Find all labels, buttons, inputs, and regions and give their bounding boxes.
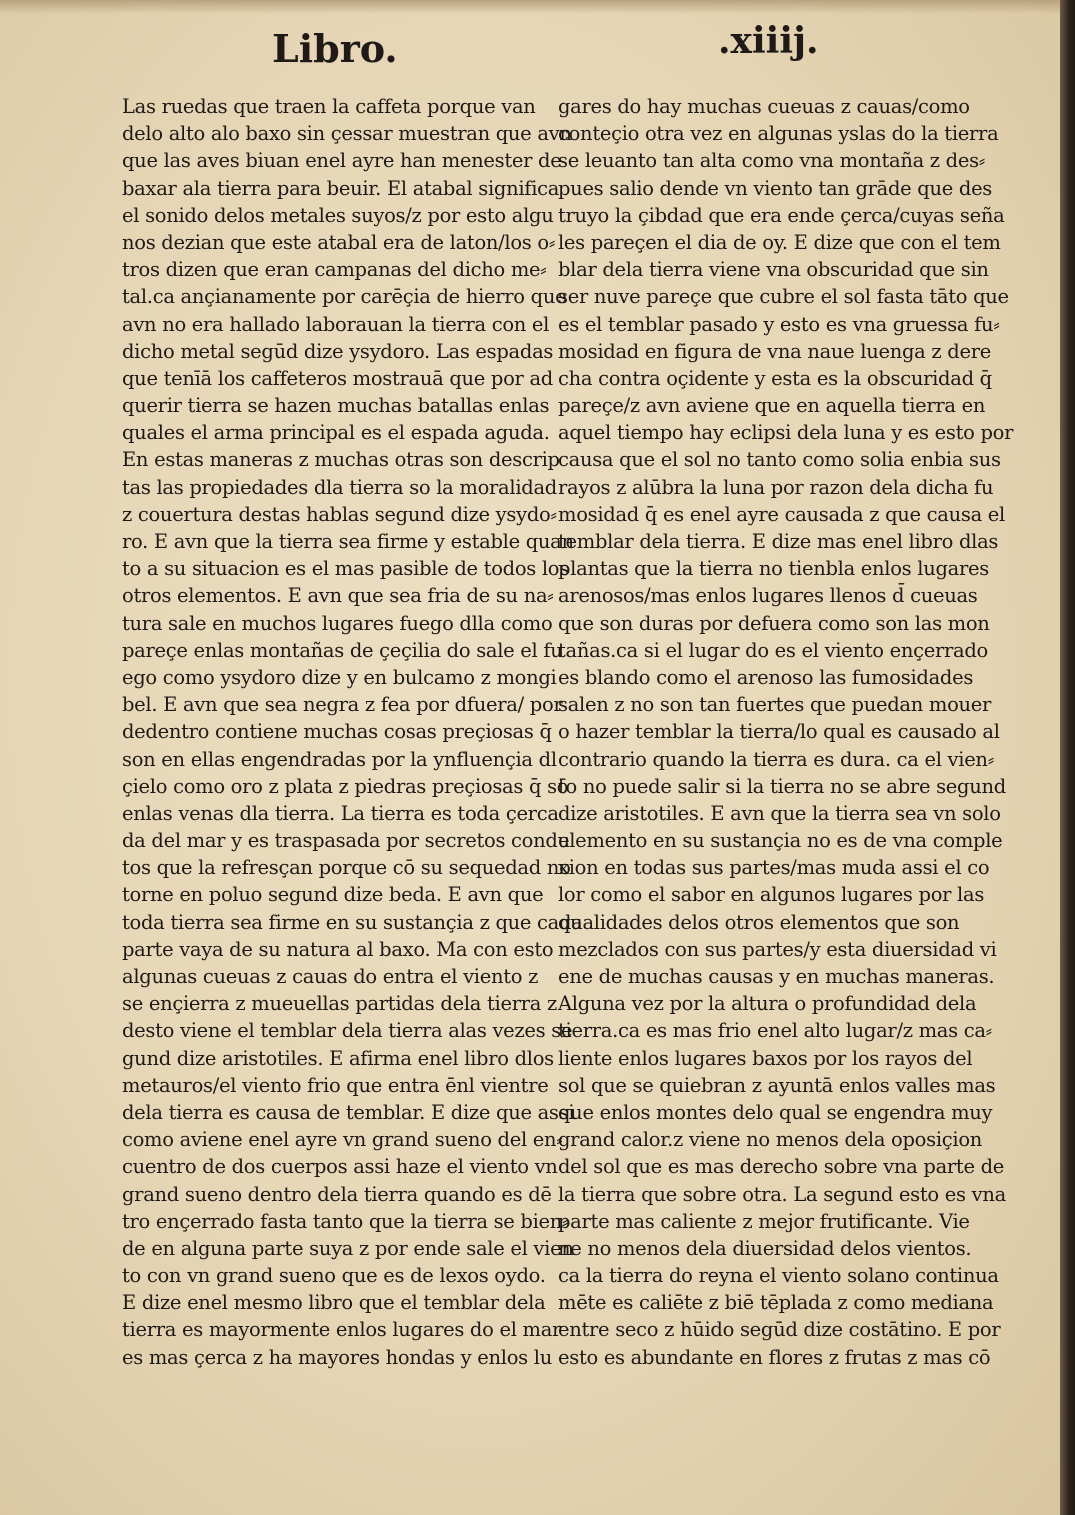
text-line: baxar ala tierra para beuir. El atabal significa bbox=[122, 176, 560, 200]
text-line: mēte es caliēte z biē tēplada z como mediana bbox=[558, 1291, 994, 1315]
text-line: xion en todas sus partes/mas muda assi el co bbox=[558, 856, 990, 880]
text-line: z couertura destas hablas segund dize ysydo⸗ bbox=[122, 502, 557, 526]
text-line: torne en poluo segund dize beda. E avn que bbox=[122, 883, 544, 907]
text-column-left bbox=[122, 93, 583, 1371]
text-line: rayos z alūbra la luna por razon dela dicha fu bbox=[558, 475, 994, 499]
text-line: to con vn grand sueno que es de lexos oydo. bbox=[122, 1264, 546, 1288]
text-line: tañas.ca si el lugar do es el viento ençerrado bbox=[558, 638, 988, 662]
text-line: tros dizen que eran campanas del dicho me⸗ bbox=[122, 258, 547, 282]
running-header-left: Libro. bbox=[272, 26, 398, 71]
text-line: avn no era hallado laborauan la tierra con el bbox=[122, 312, 550, 336]
text-line: contrario quando la tierra es dura. ca el vien⸗ bbox=[558, 747, 994, 771]
text-line: Alguna vez por la altura o profundidad dela bbox=[558, 992, 977, 1016]
text-line: quales el arma principal es el espada aguda. bbox=[122, 421, 550, 445]
text-line: es el temblar pasado y esto es vna gruessa fu⸗ bbox=[558, 312, 1000, 336]
text-line: blar dela tierra viene vna obscuridad que sin bbox=[558, 258, 989, 282]
text-line: metauros/el viento frio que entra ēnl vientre bbox=[122, 1073, 549, 1097]
text-line: gund dize aristotiles. E afirma enel libro dlos bbox=[122, 1046, 554, 1070]
text-line: dicho metal segūd dize ysydoro. Las espadas bbox=[122, 339, 554, 363]
text-line: tos que la refresçan porque cō su sequedad no bbox=[122, 856, 571, 880]
text-line: es blando como el arenoso las fumosidades bbox=[558, 665, 974, 689]
text-line: parte vaya de su natura al baxo. Ma con esto bbox=[122, 937, 554, 961]
text-line: tierra es mayormente enlos lugares do el mar bbox=[122, 1318, 562, 1342]
text-line: se ençierra z mueuellas partidas dela tierra z bbox=[122, 992, 557, 1016]
text-line: ene de muchas causas y en muchas maneras. bbox=[558, 965, 995, 988]
text-line: grand calor.z viene no menos dela oposiçion bbox=[558, 1128, 983, 1152]
text-line: temblar dela tierra. E dize mas enel libro dlas bbox=[558, 530, 999, 553]
text-line: gares do hay muchas cueuas z cauas/como bbox=[558, 95, 970, 118]
text-line: mosidad q̄ es enel ayre causada z que causa el bbox=[558, 502, 1005, 526]
text-line: la tierra que sobre otra. La segund esto es vna bbox=[558, 1182, 1006, 1206]
text-line: del sol que es mas derecho sobre vna parte de bbox=[558, 1155, 1005, 1179]
text-line: que las aves biuan enel ayre han menester de bbox=[122, 149, 562, 173]
text-line: liente enlos lugares baxos por los rayos del bbox=[558, 1046, 973, 1070]
text-line: cha contra oçidente y esta es la obscuridad q̄ bbox=[558, 366, 992, 390]
text-line: elemento en su sustançia no es de vna comple bbox=[558, 829, 1003, 853]
text-line: truyo la çibdad que era ende çerca/cuyas seña bbox=[558, 203, 1005, 227]
text-line: enlas venas dla tierra. La tierra es toda çerca bbox=[122, 801, 559, 825]
text-line: ro. E avn que la tierra sea firme y estable quan bbox=[122, 530, 574, 553]
text-line: que enlos montes delo qual se engendra muy bbox=[558, 1100, 993, 1124]
text-line: o hazer temblar la tierra/lo qual es causado al bbox=[558, 720, 1000, 744]
text-line: bel. E avn que sea negra z fea por dfuera/ por bbox=[122, 693, 563, 717]
text-line: mosidad en figura de vna naue luenga z dere bbox=[558, 339, 991, 363]
text-line: cuentro de dos cuerpos assi haze el viento vn bbox=[122, 1155, 558, 1179]
text-line: otros elementos. E avn que sea fria de su na⸗ bbox=[122, 584, 554, 608]
text-line: parte mas caliente z mejor frutificante. Vie bbox=[558, 1209, 970, 1233]
text-line: tierra.ca es mas frio enel alto lugar/z mas ca⸗ bbox=[558, 1019, 992, 1043]
text-column-right bbox=[558, 93, 1014, 1371]
text-line: entre seco z hūido segūd dize costātino. E por bbox=[558, 1318, 1001, 1342]
text-line: causa que el sol no tanto como solia enbia sus bbox=[558, 448, 1001, 472]
text-line: dedentro contiene muchas cosas preçiosas q̄ bbox=[122, 720, 552, 744]
text-line: es mas çerca z ha mayores hondas y enlos lu bbox=[122, 1345, 552, 1369]
text-line: arenosos/mas enlos lugares llenos d̄ cueuas bbox=[558, 584, 978, 608]
text-line: Las ruedas que traen la caffeta porque van bbox=[122, 95, 536, 118]
text-line: conteçio otra vez en algunas yslas do la tierra bbox=[558, 122, 999, 146]
text-line: ego como ysydoro dize y en bulcamo z mongi bbox=[122, 665, 557, 689]
text-line: plantas que la tierra no tienbla enlos lugares bbox=[558, 557, 989, 581]
text-line: tro ençerrado fasta tanto que la tierra se bien⸗ bbox=[122, 1209, 569, 1233]
text-line: pareçe/z avn aviene que en aquella tierra en bbox=[558, 394, 986, 418]
text-line: ser nuve pareçe que cubre el sol fasta tāto que bbox=[558, 285, 1009, 309]
text-line: qualidades delos otros elementos que son bbox=[558, 910, 960, 934]
text-line: querir tierra se hazen muchas batallas enlas bbox=[122, 394, 550, 418]
text-line: E dize enel mesmo libro que el temblar dela bbox=[122, 1291, 546, 1315]
text-line: to no puede salir si la tierra no se abre segund bbox=[558, 774, 1006, 798]
folio-number: .xiiij. bbox=[718, 20, 819, 62]
text-line: grand sueno dentro dela tierra quando es dē bbox=[122, 1182, 552, 1206]
text-line: pareçe enlas montañas de çeçilia do sale el fu bbox=[122, 638, 563, 662]
text-line: da del mar y es traspasada por secretos condu bbox=[122, 829, 570, 853]
text-line: que son duras por defuera como son las mon bbox=[558, 611, 990, 635]
text-line: çielo como oro z plata z piedras preçiosas q̄ sō bbox=[122, 774, 569, 798]
text-line: dela tierra es causa de temblar. E dize que assi bbox=[122, 1100, 575, 1124]
text-line: lor como el sabor en algunos lugares por las bbox=[558, 883, 985, 907]
text-line: sol que se quiebran z ayuntā enlos valles mas bbox=[558, 1073, 996, 1097]
text-line: toda tierra sea firme en su sustançia z que cada bbox=[122, 910, 583, 934]
text-line: aquel tiempo hay eclipsi dela luna y es esto por bbox=[558, 421, 1014, 445]
text-line: como aviene enel ayre vn grand sueno del en⸗ bbox=[122, 1128, 563, 1152]
text-line: delo alto alo baxo sin çessar muestran que avn bbox=[122, 122, 572, 146]
text-line: que tenīā los caffeteros mostrauā que por ad bbox=[122, 366, 553, 390]
text-line: mezclados con sus partes/y esta diuersidad vi bbox=[558, 937, 997, 961]
text-line: esto es abundante en flores z frutas z mas cō bbox=[558, 1345, 991, 1369]
text-line: se leuanto tan alta como vna montaña z des⸗ bbox=[558, 149, 986, 173]
text-line: de en alguna parte suya z por ende sale el vien bbox=[122, 1236, 574, 1260]
text-line: dize aristotiles. E avn que la tierra sea vn solo bbox=[558, 801, 1001, 825]
text-line: el sonido delos metales suyos/z por esto algu bbox=[122, 203, 554, 227]
text-line: les pareçen el dia de oy. E dize que con el tem bbox=[558, 230, 1001, 254]
text-line: ne no menos dela diuersidad delos vientos. bbox=[558, 1236, 972, 1260]
text-line: ca la tierra do reyna el viento solano continua bbox=[558, 1264, 999, 1288]
text-line: to a su situacion es el mas pasible de todos los bbox=[122, 557, 569, 581]
text-line: tas las propiedades dla tierra so la moralidad bbox=[122, 475, 557, 499]
binding-edge bbox=[1060, 0, 1075, 1515]
text-line: salen z no son tan fuertes que puedan mouer bbox=[558, 693, 992, 717]
text-line: tura sale en muchos lugares fuego dlla como bbox=[122, 611, 553, 635]
text-line: tal.ca ançianamente por carēçia de hierro que bbox=[122, 285, 567, 309]
text-line: nos dezian que este atabal era de laton/los o⸗ bbox=[122, 230, 556, 254]
text-line: pues salio dende vn viento tan grāde que des bbox=[558, 176, 993, 200]
text-line: algunas cueuas z cauas do entra el viento z bbox=[122, 965, 539, 988]
text-line: son en ellas engendradas por la ynfluençia dl bbox=[122, 747, 557, 771]
page-stain bbox=[0, 0, 1060, 14]
text-line: desto viene el temblar dela tierra alas vezes se bbox=[122, 1019, 573, 1043]
text-line: En estas maneras z muchas otras son descrip bbox=[122, 448, 560, 472]
